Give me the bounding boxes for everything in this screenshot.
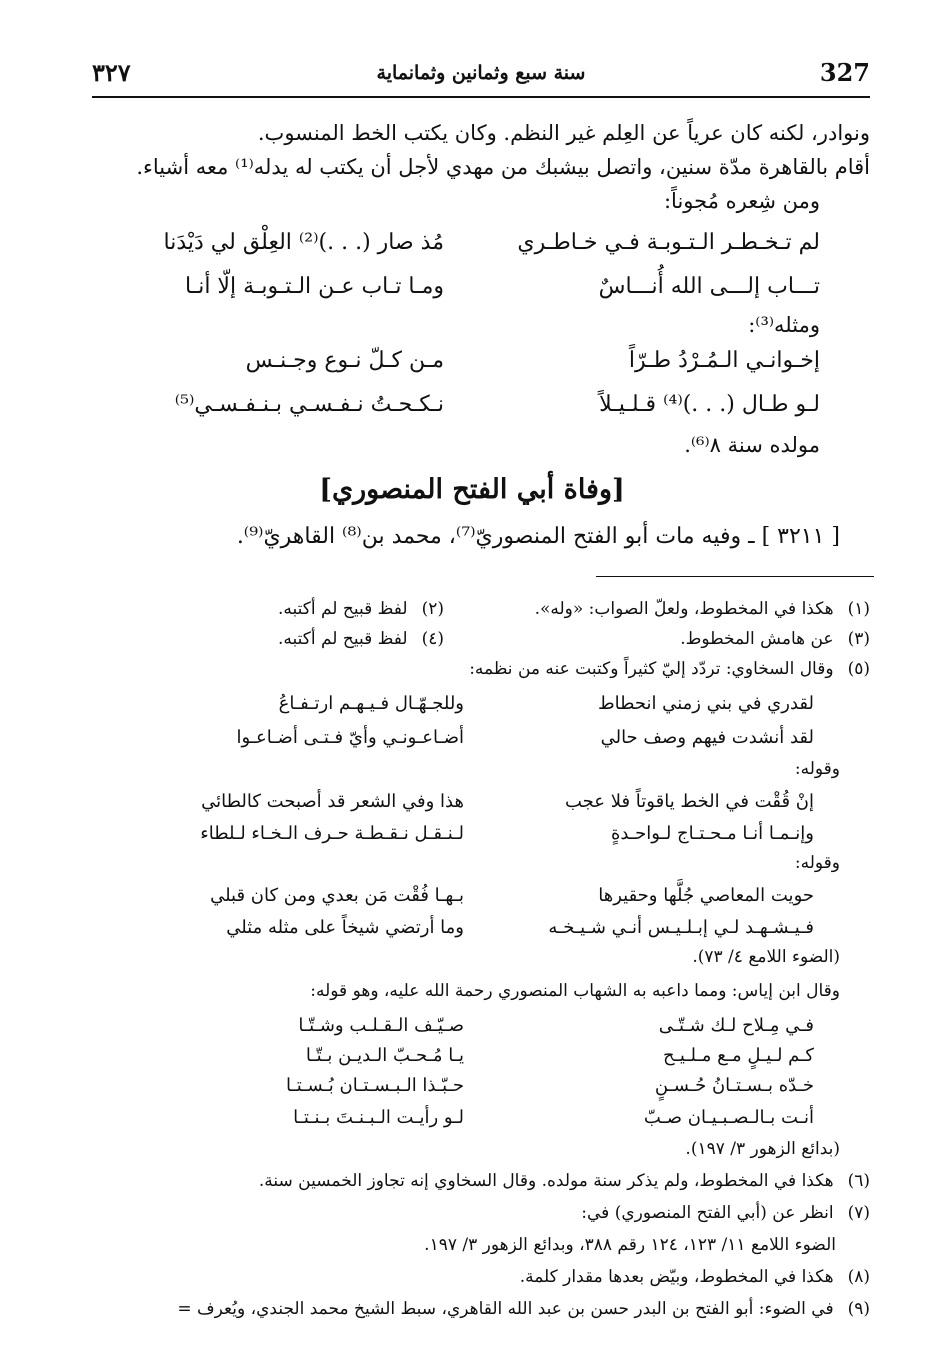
footnote-source: (بدائع الزهور ٣/ ١٩٧). xyxy=(685,1139,840,1159)
footnote-verse-right: فـي مِـلاح لـك شـتّـى xyxy=(658,1015,814,1036)
footnote-line: وقوله: xyxy=(794,853,840,873)
verse-hemistich-left: نـكـحـتُ نـفـسـي بـنـفـسـي⁽⁵⁾ xyxy=(174,392,444,417)
footnote-verse-left: بـهـا فُقْت مَن بعدي ومن كان قبلي xyxy=(210,885,464,906)
footnote-verse-right: خـدّه بـسـتـانُ حُـسـنٍ xyxy=(654,1075,814,1096)
verse-hemistich-right: لم تـخـطـر الـتـوبـة فـي خـاطـري xyxy=(517,230,820,255)
footnote-row xyxy=(520,1264,870,1290)
footnote-number: (٨) xyxy=(847,1267,870,1287)
footnote-verse-right: إنْ قُقْت في الخط ياقوتاً فلا عجب xyxy=(564,791,814,812)
footnote-text: وقال السخاوي: تردّد إليّ كثيراً وكتبت عنه من نظمه: xyxy=(469,659,834,679)
footnote-verse-left: وللجـهّـال فـيـهـم ارتـفـاعُ xyxy=(278,693,464,714)
footnote-text: هكذا في المخطوط، ولم يذكر سنة مولده. وقال السخاوي إنه تجاوز الخمسين سنة. xyxy=(258,1171,834,1191)
footnote-number: (٥) xyxy=(847,659,870,679)
section-heading: [وفاة أبي الفتح المنصوري] xyxy=(319,474,625,505)
page-number-latin: 327 xyxy=(819,58,870,87)
footnote-text: لفظ قبيح لم أكتبه. xyxy=(278,629,408,649)
footnote-verse-left: صـيّـف الـقـلـب وشـتّـا xyxy=(298,1015,464,1036)
footnote-row xyxy=(259,1168,870,1194)
footnote-number: (٧) xyxy=(847,1203,870,1223)
footnote-verse-right: كـم لـيـلٍ مـع مـلـيـح xyxy=(662,1045,814,1066)
footnote-verse-left: لـنـقـل نـقـطـة حـرف الـخـاء لـلطاء xyxy=(200,823,464,844)
footnote-verse-right: لقدري في بني زمني انحطاط xyxy=(597,693,814,714)
footnote-line: وقال ابن إياس: ومما داعبه به الشهاب المنصوري رحمة الله عليه، وهو قوله: xyxy=(310,981,840,1001)
verse-hemistich-right: تـــاب إلـــى الله أُنـــاسٌ xyxy=(598,274,820,299)
footnote-number: (٣) xyxy=(847,629,870,649)
footnote-verse-left: وما أرتضي شيخاً على مثله مثلي xyxy=(226,917,464,938)
footnote-verse-right: لقد أنشدت فيهم وصف حالي xyxy=(600,727,814,748)
footnote-row xyxy=(680,626,870,652)
verse-hemistich-left: مـن كـلّ نـوع وجـنـس xyxy=(245,348,444,373)
footnote-number: (٢) xyxy=(421,599,444,619)
running-header xyxy=(92,56,870,98)
footnote-verse-left: لـو رأيـت الـبـنـتَ بـنـتـا xyxy=(293,1107,464,1128)
footnote-number: (٩) xyxy=(847,1299,870,1319)
body-line: أقام بالقاهرة مدّة سنين، واتصل بيشبك من مهدي لأجل أن يكتب له يدله⁽¹⁾ معه أشياء. xyxy=(136,155,870,179)
footnote-verse-left: هذا وفي الشعر قد أصبحت كالطائي xyxy=(201,791,464,812)
body-line: ومثله⁽³⁾: xyxy=(748,313,820,337)
verse-hemistich-left: ومـا تـاب عـن الـتـوبـة إلّا أنـا xyxy=(185,274,444,299)
footnote-line: الضوء اللامع ١١/ ١٢٣، ١٢٤ رقم ٣٨٨، وبدائع الزهور ٣/ ١٩٧. xyxy=(424,1235,836,1255)
footnote-text: هكذا في المخطوط، وبيّض بعدها مقدار كلمة. xyxy=(519,1267,834,1287)
footnote-verse-right: أنـت بـالـصـبـيـان صـبّ xyxy=(643,1107,814,1128)
page-number-arabic: ٣٢٧ xyxy=(92,58,131,87)
footnote-verse-left: حـبّـذا الـبـسـتـان بُـسـتـا xyxy=(285,1075,464,1096)
footnote-verse-right: فـيـشـهـد لـي إبـلـيـس أنـي شـيـخـه xyxy=(548,917,814,938)
footnote-text: انظر عن (أبي الفتح المنصوري) في: xyxy=(581,1203,834,1223)
footnote-row xyxy=(278,596,444,622)
verse-hemistich-left: مُذ صار (. . .)⁽²⁾ العِلْق لي دَيْدَنا xyxy=(163,230,444,255)
verse-hemistich-right: لـو طـال (. . .)⁽⁴⁾ قـلـيـلاً xyxy=(599,392,820,417)
footnote-verse-right: وإنـمـا أنـا مـحـتـاج لـواحـدةٍ xyxy=(610,823,814,844)
body-line: ونوادر، لكنه كان عرياً عن العِلم غير النظم. وكان يكتب الخط المنسوب. xyxy=(257,121,870,145)
footnote-line: وقوله: xyxy=(794,759,840,779)
birth-line: مولده سنة ٨⁽⁶⁾. xyxy=(684,433,820,457)
body-line: ومن شِعره مُجوناً: xyxy=(663,189,820,213)
footnote-number: (٦) xyxy=(847,1171,870,1191)
entry-line: [ ٣٢١١ ] ـ وفيه مات أبو الفتح المنصوريّ⁽⁷⁾، محمد بن⁽⁸⁾ القاهريّ⁽⁹⁾. xyxy=(236,524,840,549)
footnote-row xyxy=(535,596,870,622)
footnote-number: (٤) xyxy=(421,629,444,649)
footnote-verse-right: حويت المعاصي جُلَّها وحقيرها xyxy=(598,885,814,906)
verse-hemistich-right: إخـوانـي الـمُـرْدُ طـرّاً xyxy=(628,348,820,373)
footnote-separator xyxy=(596,576,874,577)
running-title: سنة سبع وثمانين وثمانماية xyxy=(376,62,586,84)
footnote-text: عن هامش المخطوط. xyxy=(680,629,834,649)
footnote-row xyxy=(469,656,870,682)
footnote-verse-left: أضـاعـونـي وأيّ فـتـى أضـاعـوا xyxy=(236,727,464,748)
footnote-source: (الضوء اللامع ٤/ ٧٣). xyxy=(692,947,840,967)
footnote-number: (١) xyxy=(847,599,870,619)
footnote-row xyxy=(278,626,444,652)
footnote-text: في الضوء: أبو الفتح بن البدر حسن بن عبد الله القاهري، سبط الشيخ محمد الجندي، ويُعرف = xyxy=(177,1299,834,1319)
footnote-text: لفظ قبيح لم أكتبه. xyxy=(278,599,408,619)
footnote-text: هكذا في المخطوط، ولعلّ الصواب: «وله». xyxy=(534,599,834,619)
footnote-row xyxy=(581,1200,870,1226)
footnote-row xyxy=(177,1296,870,1322)
footnote-verse-left: يـا مُـحـبّ الـديـن بـتّـا xyxy=(305,1045,464,1066)
